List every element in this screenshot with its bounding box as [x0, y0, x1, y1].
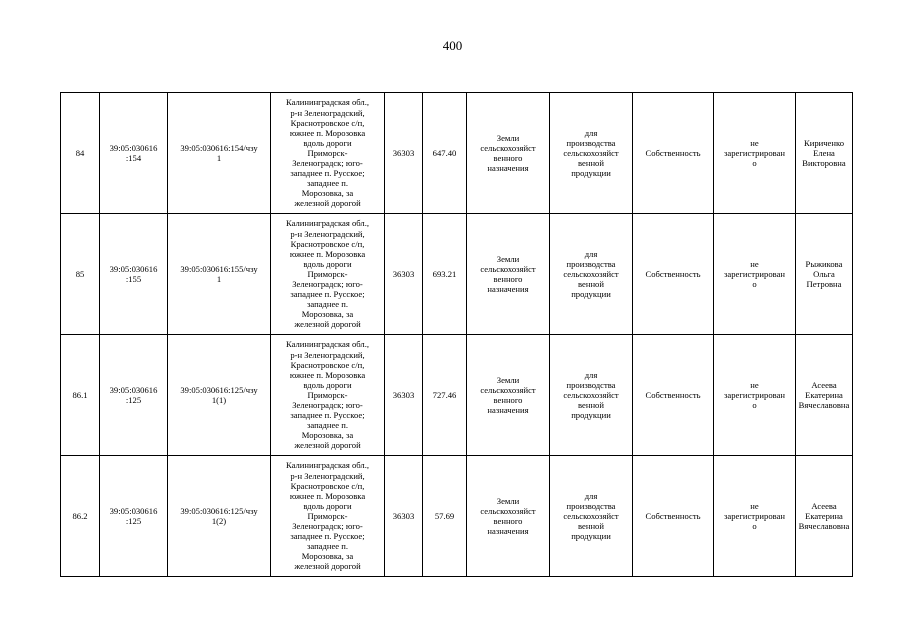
address-cell: Калининградская обл., р-н Зеленоградский, Краснотровское с/п, южнее п. Морозовка вдоль дороги Приморск- Зеленоградск; юго- западнее п. Русское; западнее п. Морозовка, за железной дорогой — [271, 456, 385, 577]
row-number-cell: 85 — [61, 214, 100, 335]
code-cell: 36303 — [385, 93, 423, 214]
area-cell: 693.21 — [423, 214, 467, 335]
cadastral-block-cell: 39:05:030616 :125 — [100, 456, 168, 577]
land-registry-table — [60, 92, 853, 577]
cadastral-number-cell: 39:05:030616:155/чзу 1 — [168, 214, 271, 335]
right-type-cell: Собственность — [633, 214, 714, 335]
land-category-cell: Земли сельскохозяйст венного назначения — [467, 93, 550, 214]
land-category-cell: Земли сельскохозяйст венного назначения — [467, 456, 550, 577]
registration-cell: не зарегистрирован о — [714, 93, 796, 214]
land-category-cell: Земли сельскохозяйст венного назначения — [467, 214, 550, 335]
table-row — [61, 214, 853, 335]
address-cell: Калининградская обл., р-н Зеленоградский, Краснотровское с/п, южнее п. Морозовка вдоль дороги Приморск- Зеленоградск; юго- западнее п. Русское; западнее п. Морозовка, за железной дорогой — [271, 93, 385, 214]
cadastral-block-cell: 39:05:030616 :155 — [100, 214, 168, 335]
registration-cell: не зарегистрирован о — [714, 214, 796, 335]
row-number-cell: 86.2 — [61, 456, 100, 577]
right-type-cell: Собственность — [633, 93, 714, 214]
right-type-cell: Собственность — [633, 335, 714, 456]
code-cell: 36303 — [385, 214, 423, 335]
row-number-cell: 86.1 — [61, 335, 100, 456]
cadastral-number-cell: 39:05:030616:154/чзу 1 — [168, 93, 271, 214]
cadastral-number-cell: 39:05:030616:125/чзу 1(1) — [168, 335, 271, 456]
code-cell: 36303 — [385, 456, 423, 577]
code-cell: 36303 — [385, 335, 423, 456]
page-number: 400 — [442, 38, 463, 53]
registration-cell: не зарегистрирован о — [714, 456, 796, 577]
permitted-use-cell: для производства сельскохозяйст венной продукции — [550, 335, 633, 456]
owner-cell: Асеева Екатерина Вячеславовна — [796, 335, 853, 456]
owner-cell: Асеева Екатерина Вячеславовна — [796, 456, 853, 577]
area-cell: 647.40 — [423, 93, 467, 214]
area-cell: 57.69 — [423, 456, 467, 577]
owner-cell: Кириченко Елена Викторовна — [796, 93, 853, 214]
permitted-use-cell: для производства сельскохозяйст венной продукции — [550, 214, 633, 335]
cadastral-block-cell: 39:05:030616 :154 — [100, 93, 168, 214]
registration-cell: не зарегистрирован о — [714, 335, 796, 456]
address-cell: Калининградская обл., р-н Зеленоградский, Краснотровское с/п, южнее п. Морозовка вдоль дороги Приморск- Зеленоградск; юго- западнее п. Русское; западнее п. Морозовка, за железной дорогой — [271, 335, 385, 456]
cadastral-block-cell: 39:05:030616 :125 — [100, 335, 168, 456]
cadastral-number-cell: 39:05:030616:125/чзу 1(2) — [168, 456, 271, 577]
address-cell: Калининградская обл., р-н Зеленоградский, Краснотровское с/п, южнее п. Морозовка вдоль дороги Приморск- Зеленоградск; юго- западнее п. Русское; западнее п. Морозовка, за железной дорогой — [271, 214, 385, 335]
land-category-cell: Земли сельскохозяйст венного назначения — [467, 335, 550, 456]
row-number-cell: 84 — [61, 93, 100, 214]
permitted-use-cell: для производства сельскохозяйст венной продукции — [550, 456, 633, 577]
permitted-use-cell: для производства сельскохозяйст венной продукции — [550, 93, 633, 214]
right-type-cell: Собственность — [633, 456, 714, 577]
area-cell: 727.46 — [423, 335, 467, 456]
owner-cell: Рыжикова Ольга Петровна — [796, 214, 853, 335]
table-row — [61, 335, 853, 456]
table-row — [61, 456, 853, 577]
table-row — [61, 93, 853, 214]
